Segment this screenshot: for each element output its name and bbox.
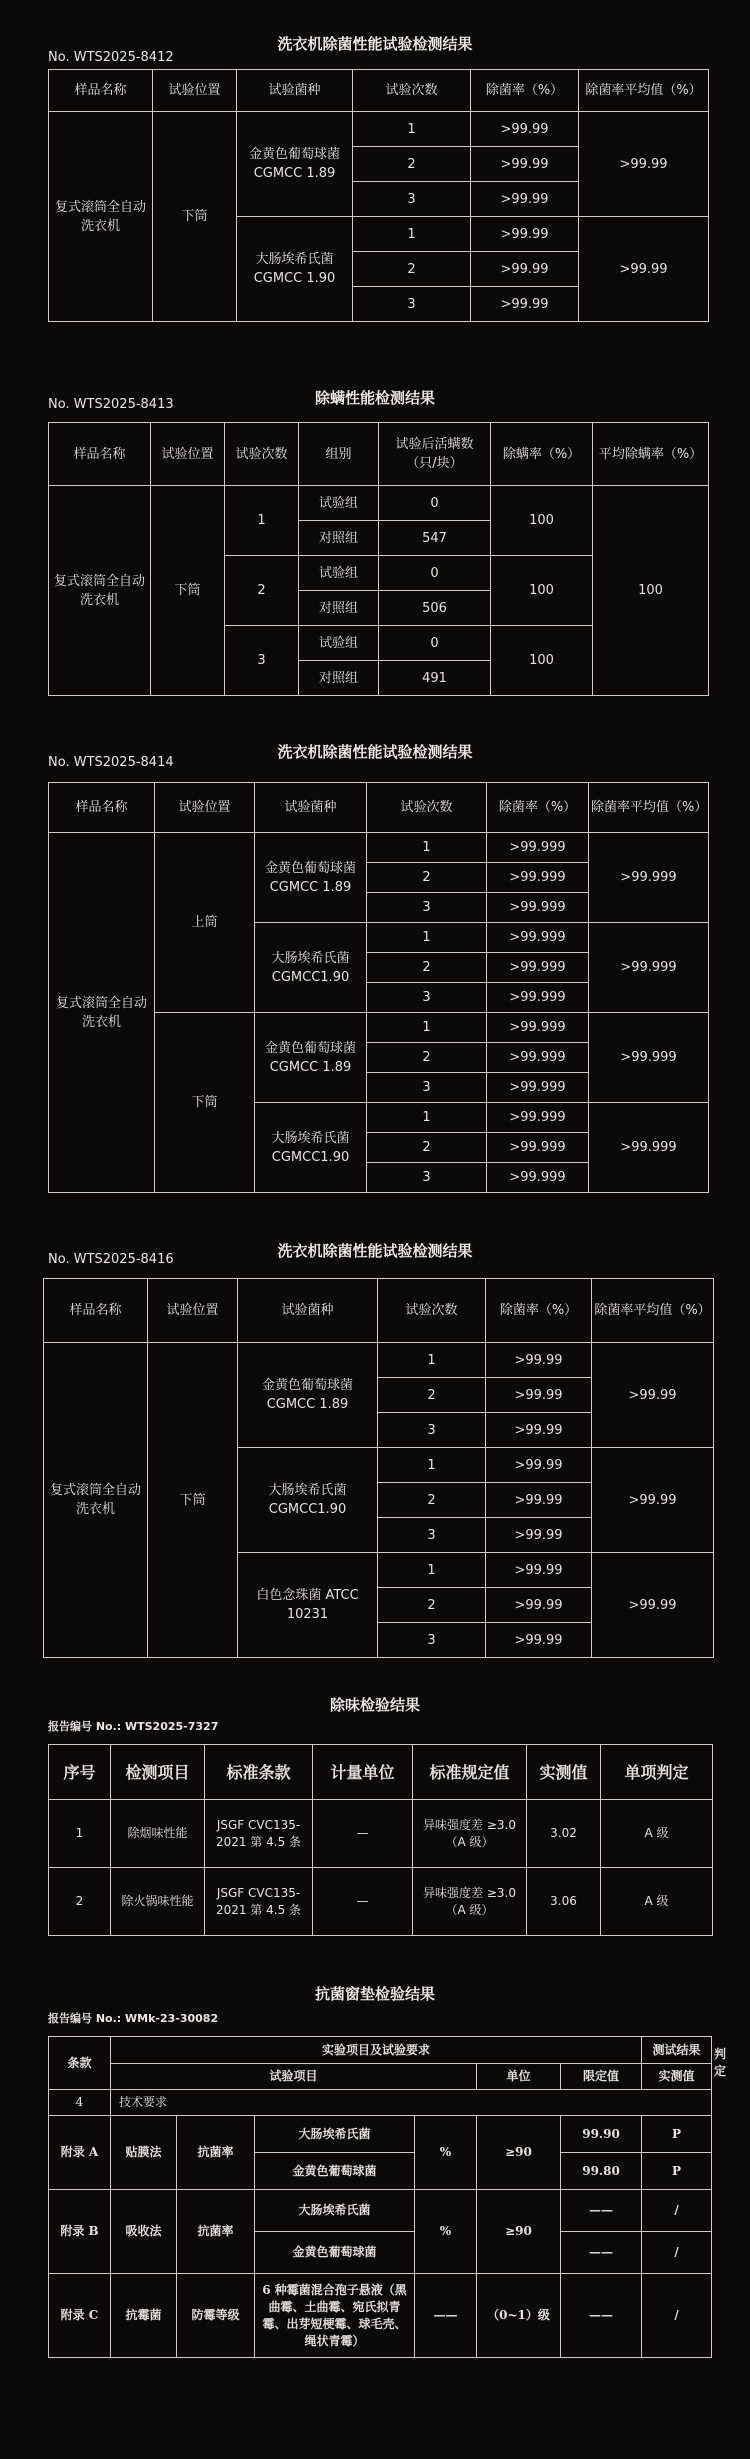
sample-name: 复式滚筒全自动洗衣机 <box>49 833 155 1193</box>
header-clause: 条款 <box>49 2037 111 2090</box>
avg-rate: 100 <box>593 486 709 696</box>
report-number-1: No. WTS2025-8412 <box>48 50 174 65</box>
rate-value: >99.99 <box>486 1553 592 1588</box>
unit-c: —— <box>415 2274 477 2358</box>
limit-c: （0~1）级 <box>477 2274 561 2358</box>
avg-value: >99.99 <box>592 1343 714 1448</box>
header-runs: 试验次数 <box>378 1279 486 1343</box>
sample-name: 复式滚筒全自动洗衣机 <box>44 1343 148 1658</box>
rate-value: >99.99 <box>471 182 579 217</box>
run-number: 1 <box>378 1343 486 1378</box>
strain-a2: 金黄色葡萄球菌 <box>255 2153 415 2190</box>
row-clause: JSGF CVC135-2021 第 4.5 条 <box>205 1800 313 1868</box>
method-c: 抗霉菌 <box>111 2274 177 2358</box>
appendix-a: 附录 A <box>49 2116 111 2190</box>
section-1-title: 洗衣机除菌性能试验检测结果 <box>277 35 473 53</box>
run-number: 2 <box>378 1588 486 1623</box>
section-2-title: 除螨性能检测结果 <box>314 389 435 407</box>
run-number: 2 <box>353 147 471 182</box>
mite-rate: 100 <box>491 556 593 626</box>
run-number: 3 <box>353 182 471 217</box>
item-a: 抗菌率 <box>177 2116 255 2190</box>
judge-a2: P <box>642 2153 712 2190</box>
header-spec: 标准规定值 <box>413 1745 527 1800</box>
header-runs: 试验次数 <box>367 783 487 833</box>
run-number: 1 <box>353 217 471 252</box>
header-rate: 除菌率（%） <box>471 70 579 112</box>
rate-value: >99.99 <box>471 217 579 252</box>
header-judge: 单项判定 <box>601 1745 713 1800</box>
rate-value: >99.999 <box>487 863 589 893</box>
run-number: 2 <box>367 953 487 983</box>
rate-value: >99.99 <box>471 147 579 182</box>
judge-c: / <box>642 2274 712 2358</box>
method-b: 吸收法 <box>111 2190 177 2274</box>
avg-value: >99.999 <box>589 1103 709 1193</box>
rate-value: >99.999 <box>487 1043 589 1073</box>
strain-name: 金黄色葡萄球菌 CGMCC 1.89 <box>255 833 367 923</box>
mite-rate: 100 <box>491 486 593 556</box>
header-position: 试验位置 <box>155 783 255 833</box>
header-sample: 样品名称 <box>49 783 155 833</box>
row-no: 1 <box>49 1800 111 1868</box>
rate-value: >99.999 <box>487 953 589 983</box>
tech-requirements: 技术要求 <box>111 2090 712 2116</box>
header-position: 试验位置 <box>153 70 237 112</box>
header-strain: 试验菌种 <box>255 783 367 833</box>
mite-count: 0 <box>379 556 491 591</box>
run-number: 3 <box>378 1413 486 1448</box>
mite-count: 506 <box>379 591 491 626</box>
strain-a1: 大肠埃希氏菌 <box>255 2116 415 2153</box>
rate-value: >99.99 <box>471 287 579 322</box>
strain-name: 大肠埃希氏菌 CGMCC 1.90 <box>237 217 353 322</box>
header-group: 组别 <box>299 423 379 486</box>
position-upper: 上筒 <box>155 833 255 1013</box>
run-number: 1 <box>367 1013 487 1043</box>
appendix-c: 附录 C <box>49 2274 111 2358</box>
header-rate: 除螨率（%） <box>491 423 593 486</box>
header-unit: 计量单位 <box>313 1745 413 1800</box>
sterilization-table-1 <box>48 69 709 322</box>
run-number: 2 <box>378 1483 486 1518</box>
rate-value: >99.999 <box>487 1073 589 1103</box>
header-avg: 除菌率平均值（%） <box>589 783 709 833</box>
header-rate: 除菌率（%） <box>487 783 589 833</box>
sample-name: 复式滚筒全自动洗衣机 <box>49 112 153 322</box>
item-b: 抗菌率 <box>177 2190 255 2274</box>
header-strain: 试验菌种 <box>237 70 353 112</box>
header-sample: 样品名称 <box>44 1279 148 1343</box>
header-sample: 样品名称 <box>49 423 151 486</box>
group-label: 试验组 <box>299 626 379 661</box>
position-lower: 下筒 <box>155 1013 255 1193</box>
header-position: 试验位置 <box>151 423 225 486</box>
header-avg: 除菌率平均值（%） <box>592 1279 714 1343</box>
row-spec: 异味强度差 ≥3.0（A 级） <box>413 1800 527 1868</box>
row-judge: A 级 <box>601 1800 713 1868</box>
header-avg: 平均除螨率（%） <box>593 423 709 486</box>
header-limit: 限定值 <box>561 2064 642 2090</box>
rate-value: >99.999 <box>487 833 589 863</box>
header-unit: 单位 <box>477 2064 561 2090</box>
row-clause: JSGF CVC135-2021 第 4.5 条 <box>205 1868 313 1936</box>
strain-b1: 大肠埃希氏菌 <box>255 2190 415 2232</box>
row-unit: — <box>313 1800 413 1868</box>
header-measured: 实测值 <box>642 2064 712 2090</box>
strain-name: 金黄色葡萄球菌 CGMCC 1.89 <box>255 1013 367 1103</box>
section-4-title: 洗衣机除菌性能试验检测结果 <box>277 1242 473 1260</box>
judge-b2: / <box>642 2232 712 2274</box>
report-number-4: No. WTS2025-8416 <box>48 1252 174 1267</box>
row-unit: — <box>313 1868 413 1936</box>
run-number: 2 <box>353 252 471 287</box>
rate-value: >99.999 <box>487 1103 589 1133</box>
run-number: 1 <box>225 486 299 556</box>
run-number: 3 <box>378 1623 486 1658</box>
avg-value: >99.99 <box>592 1448 714 1553</box>
sample-name: 复式滚筒全自动洗衣机 <box>49 486 151 696</box>
run-number: 3 <box>367 983 487 1013</box>
header-item: 检测项目 <box>111 1745 205 1800</box>
rate-value: >99.99 <box>486 1483 592 1518</box>
unit-b: % <box>415 2190 477 2274</box>
report-number-2: No. WTS2025-8413 <box>48 397 174 412</box>
run-number: 3 <box>367 1163 487 1193</box>
section-6-title: 抗菌窗垫检验结果 <box>314 1985 435 2003</box>
group-label: 对照组 <box>299 591 379 626</box>
limit-b: ≥90 <box>477 2190 561 2274</box>
header-position: 试验位置 <box>148 1279 238 1343</box>
run-number: 1 <box>367 1103 487 1133</box>
appendix-b: 附录 B <box>49 2190 111 2274</box>
header-avg: 除菌率平均值（%） <box>579 70 709 112</box>
rate-value: >99.99 <box>471 112 579 147</box>
avg-value: >99.999 <box>589 923 709 1013</box>
value-a1: 99.90 <box>561 2116 642 2153</box>
test-position: 下筒 <box>151 486 225 696</box>
rate-value: >99.99 <box>486 1518 592 1553</box>
header-mites: 试验后活螨数（只/块） <box>379 423 491 486</box>
mite-removal-table <box>48 422 709 696</box>
limit-a: ≥90 <box>477 2116 561 2190</box>
run-number: 2 <box>378 1378 486 1413</box>
header-sample: 样品名称 <box>49 70 153 112</box>
item-c: 防霉等级 <box>177 2274 255 2358</box>
mite-rate: 100 <box>491 626 593 696</box>
group-label: 试验组 <box>299 486 379 521</box>
run-number: 3 <box>378 1518 486 1553</box>
strain-name: 大肠埃希氏菌 CGMCC1.90 <box>238 1448 378 1553</box>
header-clause: 标准条款 <box>205 1745 313 1800</box>
header-strain: 试验菌种 <box>238 1279 378 1343</box>
header-runs: 试验次数 <box>225 423 299 486</box>
rate-value: >99.999 <box>487 983 589 1013</box>
run-number: 1 <box>367 923 487 953</box>
method-a: 贴膜法 <box>111 2116 177 2190</box>
run-number: 3 <box>367 1073 487 1103</box>
header-rate: 除菌率（%） <box>486 1279 592 1343</box>
header-no: 序号 <box>49 1745 111 1800</box>
rate-value: >99.999 <box>487 923 589 953</box>
row-value: 3.02 <box>527 1800 601 1868</box>
test-position: 下筒 <box>148 1343 238 1658</box>
avg-value: >99.99 <box>579 217 709 322</box>
row-spec: 异味强度差 ≥3.0（A 级） <box>413 1868 527 1936</box>
value-a2: 99.80 <box>561 2153 642 2190</box>
tech-clause-no: 4 <box>49 2090 111 2116</box>
report-number-3: No. WTS2025-8414 <box>48 755 174 770</box>
rate-value: >99.999 <box>487 1163 589 1193</box>
row-judge: A 级 <box>601 1868 713 1936</box>
unit-a: % <box>415 2116 477 2190</box>
strain-b2: 金黄色葡萄球菌 <box>255 2232 415 2274</box>
judge-a1: P <box>642 2116 712 2153</box>
run-number: 1 <box>378 1553 486 1588</box>
rate-value: >99.999 <box>487 1013 589 1043</box>
judge-b1: / <box>642 2190 712 2232</box>
avg-value: >99.99 <box>579 112 709 217</box>
avg-value: >99.999 <box>589 1013 709 1103</box>
strain-name: 大肠埃希氏菌 CGMCC1.90 <box>255 1103 367 1193</box>
strain-name: 大肠埃希氏菌 CGMCC1.90 <box>255 923 367 1013</box>
rate-value: >99.99 <box>486 1413 592 1448</box>
rate-value: >99.99 <box>486 1448 592 1483</box>
run-number: 3 <box>353 287 471 322</box>
avg-value: >99.999 <box>589 833 709 923</box>
mite-count: 491 <box>379 661 491 696</box>
header-result: 测试结果 <box>642 2037 712 2064</box>
run-number: 1 <box>378 1448 486 1483</box>
group-label: 对照组 <box>299 661 379 696</box>
test-position: 下筒 <box>153 112 237 322</box>
value-b1: —— <box>561 2190 642 2232</box>
antibacterial-pad-table: 条款 实验项目及试验要求 测试结果 判定 试验项目 单位 限定值 实测值 4 技术要求 附录 A 贴膜法 抗菌率 大肠埃希氏菌 % ≥90 99.90 P 金黄色葡萄球菌 99.80 P 附录 B 吸收法 抗菌率 大肠埃希氏菌 % ≥90 —— / 金黄色葡萄球菌 —— / 附录 C 抗霉菌 防霉等级 6 种霉菌混合孢子悬液（黑曲霉、土曲霉、宛氏拟青霉、出芽短梗霉、球毛壳、绳状青霉） —— （0~1）级 —— / <box>48 2036 712 2358</box>
row-value: 3.06 <box>527 1868 601 1936</box>
row-no: 2 <box>49 1868 111 1936</box>
strain-name: 白色念珠菌 ATCC 10231 <box>238 1553 378 1658</box>
rate-value: >99.99 <box>486 1588 592 1623</box>
sterilization-table-3 <box>43 1278 714 1658</box>
mold-description: 6 种霉菌混合孢子悬液（黑曲霉、土曲霉、宛氏拟青霉、出芽短梗霉、球毛壳、绳状青霉） <box>255 2274 415 2358</box>
run-number: 3 <box>367 893 487 923</box>
strain-name: 金黄色葡萄球菌 CGMCC 1.89 <box>238 1343 378 1448</box>
group-label: 试验组 <box>299 556 379 591</box>
section-3-title: 洗衣机除菌性能试验检测结果 <box>277 743 473 761</box>
run-number: 2 <box>225 556 299 626</box>
header-requirements: 实验项目及试验要求 <box>111 2037 642 2064</box>
rate-value: >99.99 <box>471 252 579 287</box>
header-test-item: 试验项目 <box>111 2064 477 2090</box>
mite-count: 547 <box>379 521 491 556</box>
row-item: 除烟味性能 <box>111 1800 205 1868</box>
run-number: 2 <box>367 863 487 893</box>
rate-value: >99.99 <box>486 1378 592 1413</box>
run-number: 3 <box>225 626 299 696</box>
value-b2: —— <box>561 2232 642 2274</box>
avg-value: >99.99 <box>592 1553 714 1658</box>
rate-value: >99.99 <box>486 1343 592 1378</box>
deodorization-table <box>48 1744 713 1936</box>
value-c: —— <box>561 2274 642 2358</box>
strain-name: 金黄色葡萄球菌 CGMCC 1.89 <box>237 112 353 217</box>
run-number: 1 <box>367 833 487 863</box>
group-label: 对照组 <box>299 521 379 556</box>
header-value: 实测值 <box>527 1745 601 1800</box>
rate-value: >99.99 <box>486 1623 592 1658</box>
mite-count: 0 <box>379 486 491 521</box>
report-number-5: 报告编号 No.: WTS2025-7327 <box>48 1720 219 1733</box>
rate-value: >99.999 <box>487 893 589 923</box>
section-5-title: 除味检验结果 <box>329 1696 420 1714</box>
rate-value: >99.999 <box>487 1133 589 1163</box>
header-runs: 试验次数 <box>353 70 471 112</box>
sterilization-table-2 <box>48 782 709 1193</box>
run-number: 1 <box>353 112 471 147</box>
report-number-6: 报告编号 No.: WMk-23-30082 <box>48 2012 219 2025</box>
row-item: 除火锅味性能 <box>111 1868 205 1936</box>
mite-count: 0 <box>379 626 491 661</box>
run-number: 2 <box>367 1133 487 1163</box>
run-number: 2 <box>367 1043 487 1073</box>
